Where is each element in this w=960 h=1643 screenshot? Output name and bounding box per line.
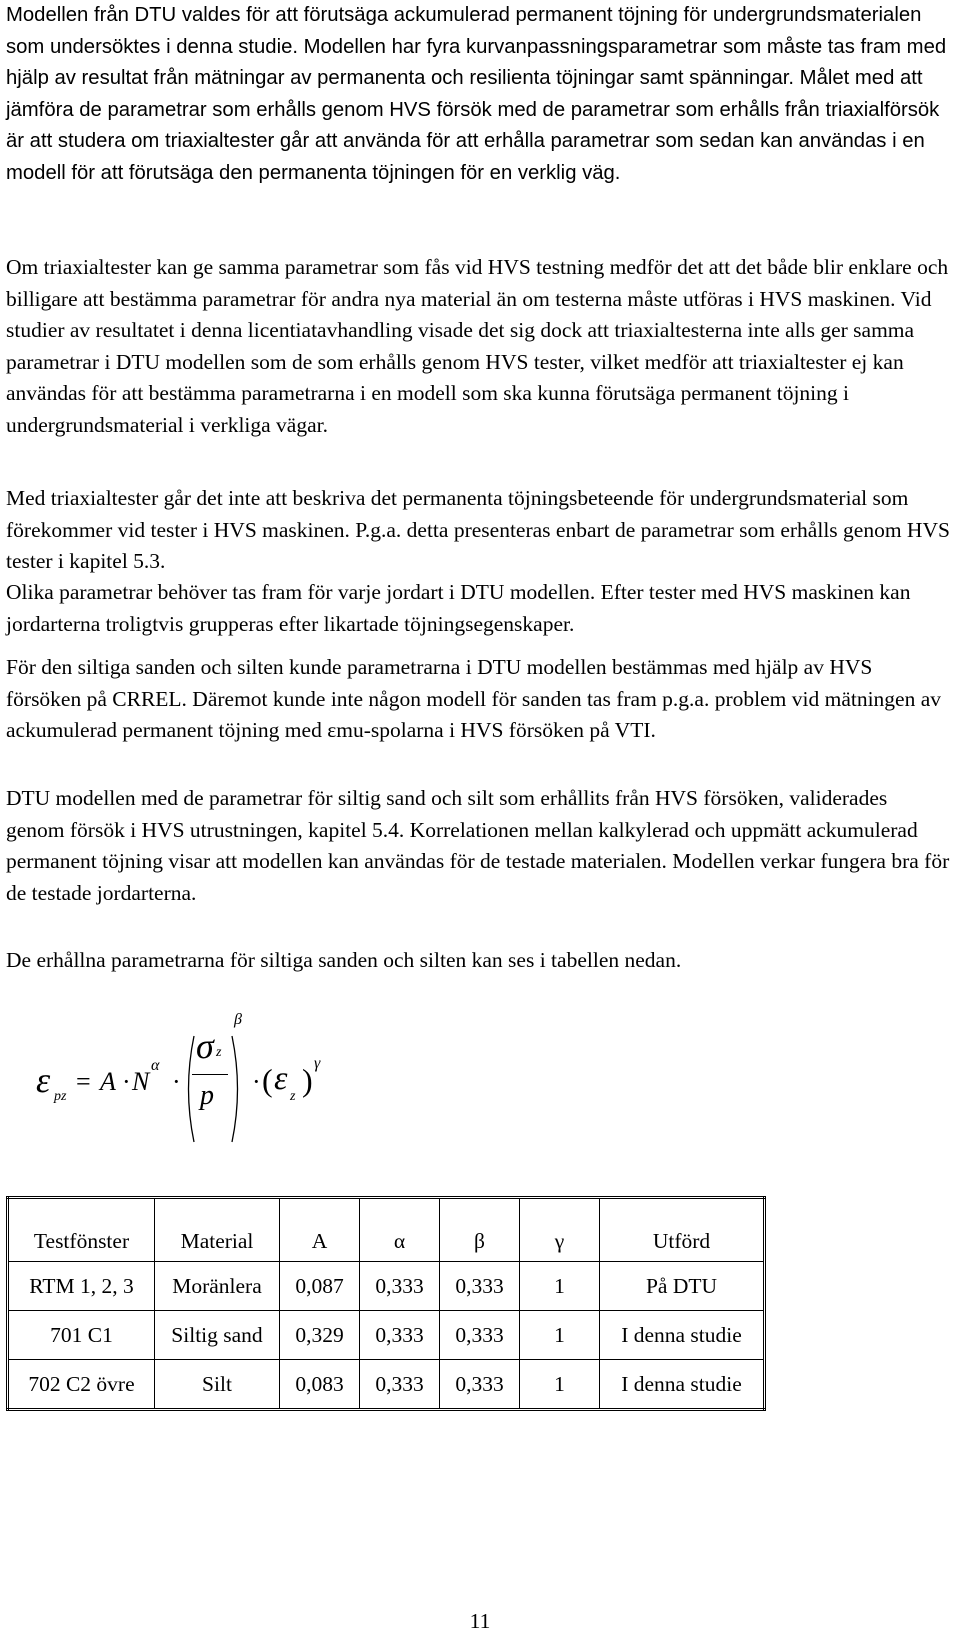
- formula-paren-open: (: [262, 1062, 273, 1098]
- table-header-cell: α: [360, 1198, 440, 1262]
- table-cell: Siltig sand: [155, 1311, 280, 1360]
- table-header-cell: Testfönster: [8, 1198, 155, 1262]
- formula-subscript-pz: pz: [54, 1089, 67, 1104]
- dtu-model-formula: [30, 1011, 370, 1150]
- formula-alpha: α: [151, 1057, 160, 1074]
- formula-dot-3: ·: [252, 1067, 261, 1096]
- formula-left-paren: [182, 1034, 196, 1144]
- formula-equals: =: [76, 1067, 91, 1096]
- formula-n: N: [132, 1067, 150, 1096]
- paragraph-table-intro: De erhållna parametrarna för siltiga sanden och silten kan ses i tabellen nedan.: [6, 948, 682, 972]
- table-header-row: [8, 1198, 765, 1262]
- table-cell: 0,333: [360, 1311, 440, 1360]
- paragraph-validation: DTU modellen med de parametrar för siltig sand och silt som erhållits från HVS försöken, validerades genom försök i HVS utrustningen, kapitel 5.4. Korrelationen mellan kalkylerad och uppmätt ackumulerad permanent töjning visar att modellen kan användas för de testade materialen. Modellen verkar fungera bra för de testade jordarterna.: [6, 786, 950, 905]
- table-cell: 0,083: [280, 1360, 360, 1410]
- formula-subscript-z: z: [216, 1045, 222, 1060]
- table-cell: 1: [520, 1262, 600, 1311]
- table-cell: Silt: [155, 1360, 280, 1410]
- formula-epsilon-z: ε: [274, 1060, 288, 1097]
- paragraph-silt-sand: För den siltiga sanden och silten kunde parametrarna i DTU modellen bestämmas med hjälp av HVS försöken på CRREL. Däremot kunde inte någon modell för sanden tas fram p.g.a. problem vid mätningen av ackumulerad permanent töjning med εmu-spolarna i HVS försöken på VTI.: [6, 655, 942, 742]
- table-header-cell: γ: [520, 1198, 600, 1262]
- paragraph-intro: Modellen från DTU valdes för att förutsäga ackumulerad permanent töjning för undergrundsmaterialen som undersöktes i denna studie. Modellen har fyra kurvanpassningsparametrar som måste tas fram med hjälp av resultat från mätningar av permanenta och resilienta töjningar samt spänningar. Målet med att jämföra de parametrar som erhålls genom HVS försök med de parametrar som erhålls från triaxialförsök är att studera om triaxialtester går att använda för att erhålla parametrar som sedan kan användas i en modell för att förutsäga den permanenta töjningen för en verklig väg.: [6, 4, 947, 184]
- page-number: 11: [469, 1609, 491, 1633]
- table-cell: 1: [520, 1311, 600, 1360]
- parameter-table: [6, 1196, 766, 1411]
- table-cell: Moränlera: [155, 1262, 280, 1311]
- table-cell: 0,333: [440, 1262, 520, 1311]
- formula-epsilon: ε: [36, 1060, 51, 1100]
- table-row: [8, 1360, 765, 1410]
- table-header-cell: A: [280, 1198, 360, 1262]
- table-cell: 1: [520, 1360, 600, 1410]
- table-cell: I denna studie: [600, 1311, 765, 1360]
- table-cell: 0,329: [280, 1311, 360, 1360]
- formula-p: p: [200, 1080, 214, 1111]
- formula-dot-2: ·: [172, 1067, 181, 1096]
- table-header-cell: Utförd: [600, 1198, 765, 1262]
- table-cell: 0,333: [440, 1311, 520, 1360]
- formula-paren-close: ): [302, 1062, 313, 1098]
- table-row: [8, 1262, 765, 1311]
- formula-sigma: σ: [196, 1026, 214, 1066]
- table-cell: 702 C2 övre: [8, 1360, 155, 1410]
- table-cell: I denna studie: [600, 1360, 765, 1410]
- formula-dot-1: ·: [122, 1067, 131, 1096]
- table-cell: 701 C1: [8, 1311, 155, 1360]
- paragraph-hvs: Med triaxialtester går det inte att beskriva det permanenta töjningsbeteende för undergrundsmaterial som förekommer vid tester i HVS maskinen. P.g.a. detta presenteras enbart de parametrar som erhålls genom HVS tester i kapitel 5.3.: [6, 486, 950, 573]
- formula-a: A: [100, 1067, 116, 1096]
- table-header-cell: Material: [155, 1198, 280, 1262]
- table-cell: 0,333: [360, 1262, 440, 1311]
- paragraph-triaxial: Om triaxialtester kan ge samma parametrar som fås vid HVS testning medför det att det både blir enklare och billigare att bestämma parametrar för andra nya material än om testerna måste utföras i HVS maskinen. Vid studier av resultatet i denna licentiatavhandling visade det sig dock att triaxialtesterna inte alls ger samma parametrar i DTU modellen som de som erhålls genom HVS tester, vilket medför att triaxialtester ej kan användas för att bestämma parametrarna i en modell som ska kunna förutsäga permanent töjning i undergrundsmaterial i verkliga vägar.: [6, 255, 949, 437]
- table-cell: 0,333: [440, 1360, 520, 1410]
- formula-subscript-z-2: z: [290, 1089, 296, 1104]
- table-cell: 0,333: [360, 1360, 440, 1410]
- formula-gamma: γ: [314, 1055, 321, 1072]
- paragraph-soil-types: Olika parametrar behöver tas fram för varje jordart i DTU modellen. Efter tester med HVS maskinen kan jordarterna troligtvis grupperas efter likartade töjningsegenskaper.: [6, 580, 911, 636]
- table-row: [8, 1311, 765, 1360]
- formula-fraction-bar: [192, 1074, 228, 1075]
- formula-right-paren: [230, 1034, 244, 1144]
- table-cell: 0,087: [280, 1262, 360, 1311]
- table-cell: RTM 1, 2, 3: [8, 1262, 155, 1311]
- formula-beta: β: [234, 1011, 242, 1028]
- table-cell: På DTU: [600, 1262, 765, 1311]
- table-header-cell: β: [440, 1198, 520, 1262]
